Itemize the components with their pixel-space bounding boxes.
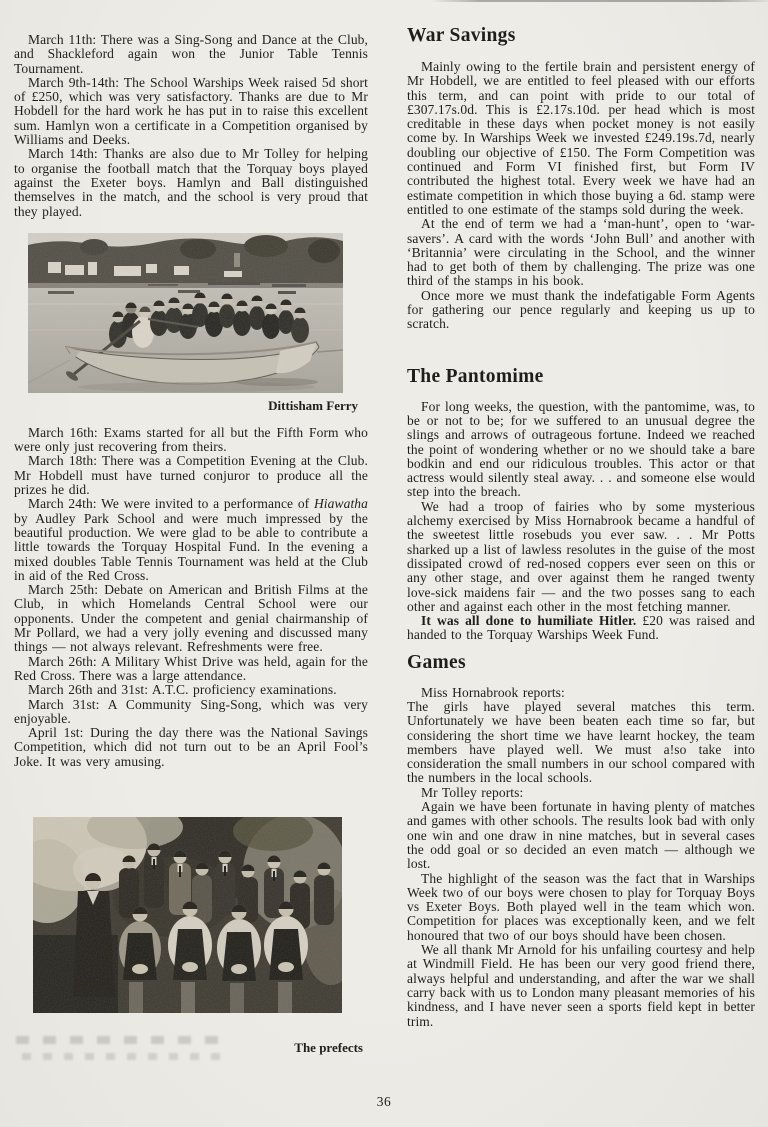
scan-artifact-top	[430, 0, 768, 2]
paragraph-april-1: April 1st: During the day there was the National Savings Competition, which did not turn out to be an April Fool’s Joke. It was very amusing.	[14, 725, 368, 769]
paragraph-march-31: March 31st: A Community Sing-Song, which was very enjoyable.	[14, 696, 368, 726]
scan-ghost-print	[16, 1034, 232, 1064]
section-heading-pantomime: The Pantomime	[407, 365, 544, 387]
paragraph-mr-arnold: We all thank Mr Arnold for his unfailing courtesy and help at Windmill Field. He has been our very good friend there, always helpful and understanding, and after the war we shall carry back with us to London many pleasant memories of his kindness, and I have never seen a sports field kept in better trim.	[407, 942, 755, 1029]
italic-title-hiawatha: Hiawatha	[313, 496, 368, 512]
page-number: 36	[376, 1094, 392, 1109]
paragraph-march-14: March 14th: Thanks are also due to Mr Tolley for helping to organise the football match that the Torquay boys played against the Exeter boys. Hamlyn and Ball distinguished themselves in the match, and the school is very proud that they played.	[14, 146, 368, 219]
paragraph-march-26-31: March 26th and 31st: A.T.C. proficiency examinations.	[28, 682, 337, 698]
dittisham-ferry-photo	[28, 233, 343, 393]
photo-prefects	[14, 817, 368, 1055]
paragraph-march-18: March 18th: There was a Competition Evening at the Club. Mr Hobdell must have turned conjuror to produce all the prizes he did.	[14, 453, 368, 498]
photo-caption-dittisham-ferry: Dittisham Ferry	[268, 397, 358, 413]
paragraph-march-16: March 16th: Exams started for all but the Fifth Form who were only just recovering from theirs.	[14, 424, 368, 455]
paragraph-hornabrook-reports: Miss Hornabrook reports:	[421, 684, 565, 700]
prefects-photo	[33, 817, 342, 1013]
paragraph-girls-matches: The girls have played several matches this term. Unfortunately we have been beaten each time so far, but considering the short time we have learnt hockey, the team members have played well. We must a!so take into consideration the small numbers in our school compared with the numbers in the local schools.	[407, 698, 755, 786]
paragraph-war-savings-3: Once more we must thank the indefatigable Form Agents for gathering our pence regularly and keeping us up to scratch.	[407, 287, 755, 332]
paragraph-segment: £20 was raised and handed to the Torquay Warships Week Fund.	[407, 613, 756, 643]
paragraph-march-25: March 25th: Debate on American and British Films at the Club, in which Homelands Central School were our opponents. Under the competent and genial chairmanship of Mr Pollard, we had a very jolly evening and discussed many things — not always relevant. Refreshments were free.	[14, 582, 368, 655]
paragraph-pantomime-3	[407, 614, 755, 643]
paragraph-pantomime-2: We had a troop of fairies who by some mysterious alchemy exercised by Miss Hornabrook became a handful of the sweetest little rosebuds you ever saw. . . Mr Potts sharked up a list of lawless resolutes in the guise of the most dissipated crowd of red-nosed coppers ever seen on this or any other stage, and over against them he ranged twenty love-sick maidens fair — and the two posses sang to each other and against each other in the most fetching manner.	[407, 498, 755, 614]
paragraph-tolley-reports: Mr Tolley reports:	[421, 784, 524, 800]
photo-dittisham-ferry	[14, 233, 368, 413]
paragraph-march-9-14: March 9th-14th: The School Warships Week raised 5d short of £250, which was very satisfactory. Thanks are due to Mr Hobdell for the hard work he has put in to raise this excellent sum. Hamlyn won a certificate in a Competition organised by Williams and Deeks.	[14, 74, 368, 148]
paragraph-march-24	[14, 497, 368, 583]
right-column	[407, 24, 755, 1029]
paragraph-warships-highlight: The highlight of the season was the fact that in Warships Week two of our boys were chosen to play for Torquay Boys vs Exeter Boys. Both played well in the team which won. Competition for places was exceptionally keen, and we felt honoured that two of our boys should have been chosen.	[407, 870, 755, 943]
paragraph-war-savings-2: At the end of term we had a ‘man-hunt’, open to ‘war-savers’. A card with the words ‘John Bull’ and another with ‘Britannia’ were circulating in the School, and the winner had to get both of them by challenging. The prize was one third of the stamps in his book.	[407, 216, 755, 289]
paragraph-segment: March 24th: We were invited to a performance of	[28, 496, 314, 512]
paragraph-march-26: March 26th: A Military Whist Drive was held, again for the Red Cross. There was a large attendance.	[14, 653, 368, 683]
left-column	[14, 33, 368, 1055]
bold-sentence-hitler: It was all done to humiliate Hitler.	[421, 613, 637, 629]
section-heading-war-savings: War Savings	[407, 25, 516, 46]
photo-caption-prefects: The prefects	[294, 1039, 363, 1055]
paragraph-pantomime-1: For long weeks, the question, with the pantomime, was, to be or not to be; for we suffered to an unusual degree the slings and arrows of outrageous fortune. Indeed we reached the point of wondering whether or no we should take a bare bodkin and end our ridiculous troubles. This actor or that actress would silently steal away. . . and someone else would step into the breach.	[407, 398, 755, 500]
section-heading-games: Games	[407, 651, 466, 673]
paragraph-march-11: March 11th: There was a Sing-Song and Dance at the Club, and Shackleford again won the Junior Table Tennis Tournament.	[14, 32, 368, 76]
paragraph-boys-matches: Again we have been fortunate in having plenty of matches and games with other schools. The results look bad with only one win and one draw in nine matches, but in several cases the odd goal or so decided an even match — although we lost.	[407, 799, 755, 872]
paragraph-segment: by Audley Park School and were much impressed by the beautiful production. We were glad to be able to contribute a little towards the Torquay Hospital Fund. In the evening a mixed doubles Table Tennis Tournament was held at the Club in aid of the Red Cross.	[14, 510, 368, 583]
paragraph-war-savings-1: Mainly owing to the fertile brain and persistent energy of Mr Hobdell, we are entitled to feel pleased with our efforts this term, and can point with pride to our total of £307.17s.0d. This is £2.17s.10d. per head which is most creditable in these days when pocket money is not easily come by. In Warships Week we invested £249.19s.7d, nearly doubling our objective of £150. The Form Competition was continued and Form VI finished first, but Form IV contributed the highest total. Every week we have had an estimate competition in which those buying a 6d. stamp were entitled to one estimate of the stamps sold during the week.	[407, 59, 755, 217]
